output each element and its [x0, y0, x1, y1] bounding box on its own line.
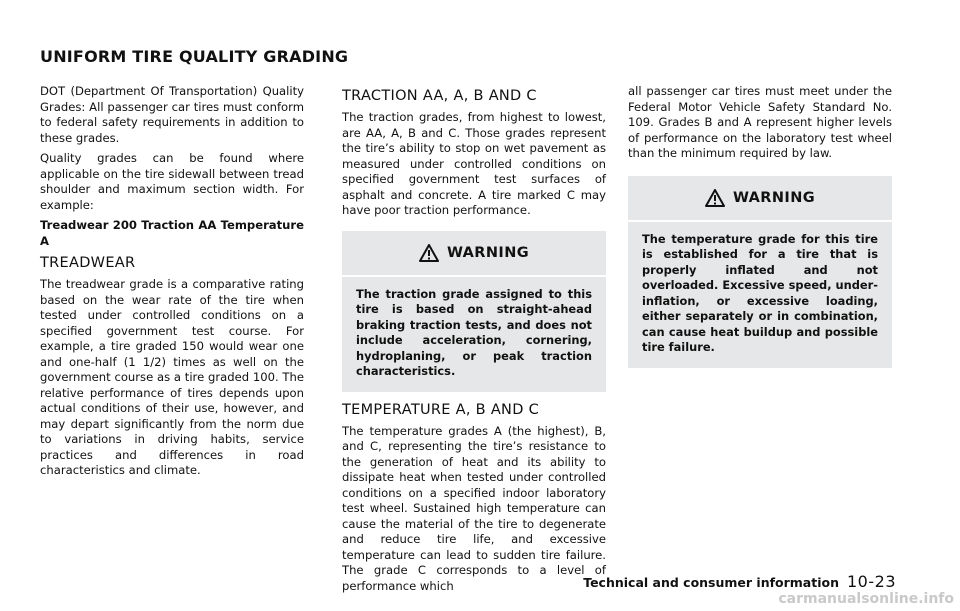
footer-section-title: Technical and consumer information [583, 575, 839, 590]
warning-label: WARNING [732, 189, 816, 206]
traction-heading: TRACTION AA, A, B AND C [342, 88, 537, 104]
treadwear-paragraph: The treadwear grade is a comparative rating based on the wear rate of the tire when tested under controlled conditions on a specified government test course. For example, a tire graded 150 would wear one and one-half (1 1/2) times as well on the government course as a tire graded 100. The relative performance of tires depends upon actual conditions of their use, however, and may depart significantly from the norm due to variations in driving habits, service practices and differences in road characteristics and climate. [40, 277, 304, 477]
watermark: carmanualsonline.info [778, 591, 954, 607]
warning-text: The traction grade assigned to this tire is based on straight-ahead braking traction tests, and does not include acceleration, cornering, hydroplaning, or peak traction characteristics. [356, 286, 592, 378]
treadwear-heading: TREADWEAR [40, 255, 136, 271]
dot-paragraph: DOT (Department Of Transportation) Quality Grades: All passenger car tires must conform to federal safety requirements in addition to these grades. [40, 84, 304, 145]
temperature-paragraph: The temperature grades A (the highest), B, and C, representing the tire’s resistance to the generation of heat and its ability to dissipate heat when tested under controlled conditions on a specified indoor laboratory test wheel. Sustained high temperature can cause the material of the tire to degenerate and reduce tire life, and excessive temperature can lead to sudden tire failure. The grade C corresponds to a level of performance which [342, 423, 606, 593]
page-footer [583, 572, 896, 591]
warning-text: The temperature grade for this tire is established for a tire that is properly inflated and not overloaded. Excessive speed, under-inflation, or excessive loading, either separately or in combination, can cause heat buildup and possible tire failure. [642, 231, 878, 354]
column-middle [342, 84, 606, 599]
temperature-heading: TEMPERATURE A, B AND C [342, 401, 539, 418]
page-title: UNIFORM TIRE QUALITY GRADING [40, 47, 349, 66]
warning-icon [419, 244, 439, 262]
temperature-warning-box [628, 176, 892, 368]
warning-header [342, 231, 606, 277]
sidewall-paragraph: Quality grades can be found where applicable on the tire sidewall between tread shoulder and maximum section width. For example: [40, 151, 304, 212]
traction-warning-box [342, 231, 606, 392]
column-left [40, 84, 304, 484]
fmvss-paragraph: all passenger car tires must meet under the Federal Motor Vehicle Safety Standard No. 109. Grades B and A represent higher levels of performance on the laboratory test wheel than the minimum required by law. [628, 84, 892, 160]
traction-paragraph: The traction grades, from highest to lowest, are AA, A, B and C. Those grades represent the tire’s ability to stop on wet pavement as measured under controlled conditions on specified government test surfaces of asphalt and concrete. A tire marked C may have poor traction performance. [342, 110, 606, 217]
warning-label: WARNING [446, 244, 530, 261]
column-right [628, 84, 892, 378]
warning-header [628, 176, 892, 222]
grade-example: Treadwear 200 Traction AA Temperature A [40, 218, 304, 248]
warning-icon [705, 189, 725, 207]
page-number: 10-23 [847, 572, 896, 591]
